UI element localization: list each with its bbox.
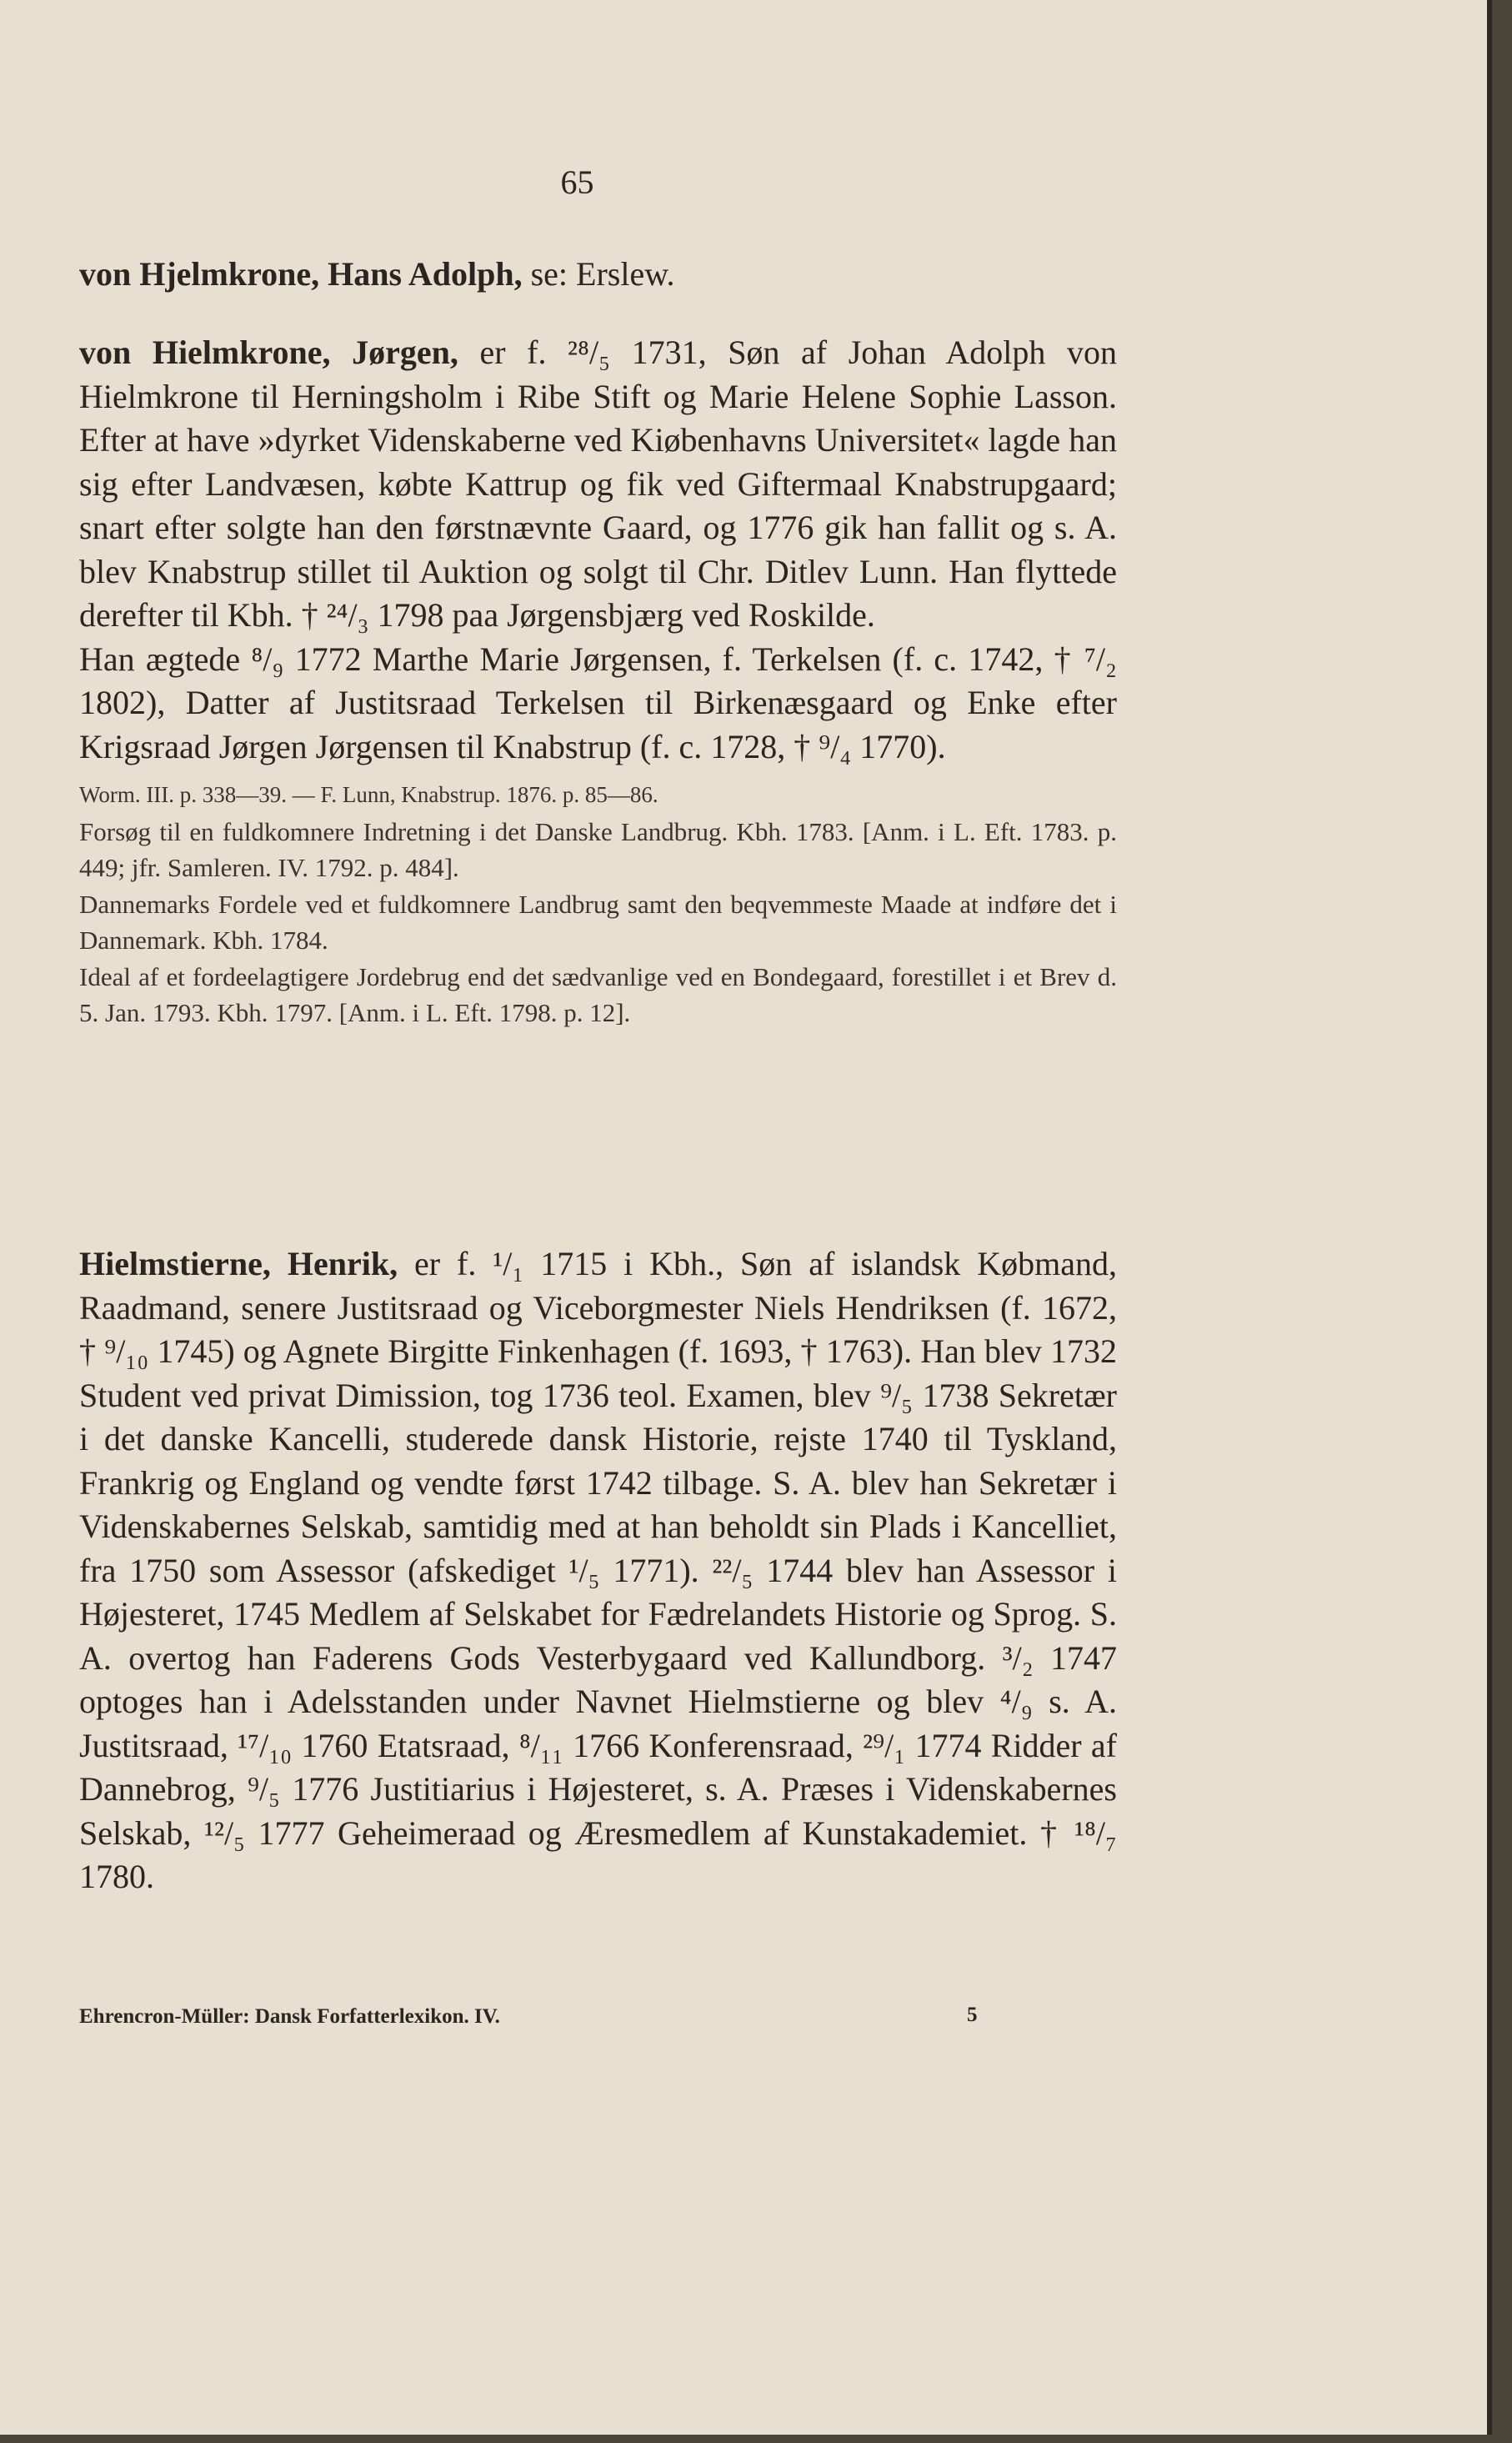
references — [79, 777, 1117, 1031]
entry-hielmstierne — [79, 1242, 1117, 1899]
reference-item: Ideal af et fordeelagtigere Jordebrug end det sædvanlige ved en Bondegaard, forestillet i et Brev d. 5. Jan. 1793. Kbh. 1797. [Anm. i L. Eft. 1798. p. 12]. — [79, 961, 1117, 1027]
reference-item: Dannemarks Fordele ved et fuldkomnere Landbrug samt den beqvemmeste Maade at indføre det i Dannemark. Kbh. 1784. — [79, 889, 1117, 955]
entry-text: se: Erslew. — [522, 255, 675, 293]
entry-jorgen — [79, 331, 1117, 1031]
entry-text: er f. ²⁸/₅ 1731, Søn af Johan Adolph von Hielmkrone til Herningsholm i Ribe Stift og Marie Helene Sophie Lasson. Efter at have »dyrket Videnskaberne ved Kiøbenhavns Universitet« lagde han sig efter Landvæsen, købte Kattrup og fik ved Giftermaal Knabstrupgaard; snart efter solgte han den førstnævnte Gaard, og 1776 gik han fallit og s. A. blev Knabstrup stillet til Auktion og solgt til Chr. Ditlev Lunn. Han flyttede derefter til Kbh. † ²⁴/₃ 1798 paa Jørgensbjærg ved Roskilde. — [79, 334, 1117, 634]
footer-source: Ehrencron-Müller: Dansk Forfatterlexikon. IV. — [79, 2005, 500, 2028]
entry-name: von Hjelmkrone, Hans Adolph, — [79, 255, 523, 293]
reference-item: Worm. III. p. 338—39. — F. Lunn, Knabstrup. 1876. p. 85—86. — [79, 782, 658, 807]
entry-marriage: Han ægtede ⁸/₉ 1772 Marthe Marie Jørgensen, f. Terkelsen (f. c. 1742, † ⁷/₂ 1802), Datter af Justitsraad Terkelsen til Birkenæsgaard og Enke efter Krigsraad Jørgen Jørgensen til Knabstrup (f. c. 1728, † ⁹/₄ 1770). — [79, 640, 1117, 765]
entry-hans-adolph — [79, 253, 1117, 297]
page-number: 65 — [560, 163, 594, 201]
entry-name: Hielmstierne, Henrik, — [79, 1245, 398, 1282]
footer-signature: 5 — [967, 2004, 978, 2026]
entry-name: von Hielmkrone, Jørgen, — [79, 334, 458, 371]
reference-item: Forsøg til en fuldkomnere Indretning i det Danske Landbrug. Kbh. 1783. [Anm. i L. Eft. 1783. p. 449; jfr. Samleren. IV. 1792. p. 484]. — [79, 816, 1117, 882]
entry-text: er f. ¹/₁ 1715 i Kbh., Søn af islandsk Købmand, Raadmand, senere Justitsraad og Viceborgmester Niels Hendriksen (f. 1672, † ⁹/₁₀ 1745) og Agnete Birgitte Finkenhagen (f. 1693, † 1763). Han blev 1732 Student ved privat Dimission, tog 1736 teol. Examen, blev ⁹/₅ 1738 Sekretær i det danske Kancelli, studerede dansk Historie, rejste 1740 til Tyskland, Frankrig og England og vendte først 1742 tilbage. S. A. blev han Sekretær i Videnskabernes Selskab, samtidig med at han beholdt sin Plads i Kancelliet, fra 1750 som Assessor (afskediget ¹/₅ 1771). ²²/₅ 1744 blev han Assessor i Højesteret, 1745 Medlem af Selskabet for Fædrelandets Historie og Sprog. S. A. overtog han Faderens Gods Vesterbygaard ved Kallundborg. ³/₂ 1747 optoges han i Adelsstanden under Navnet Hielmstierne og blev ⁴/₉ s. A. Justitsraad, ¹⁷/₁₀ 1760 Etatsraad, ⁸/₁₁ 1766 Konferensraad, ²⁹/₁ 1774 Ridder af Dannebrog, ⁹/₅ 1776 Justitiarius i Højesteret, s. A. Præses i Videnskabernes Selskab, ¹²/₅ 1777 Geheimeraad og Æresmedlem af Kunstakademiet. † ¹⁸/₇ 1780. — [79, 1245, 1117, 1895]
